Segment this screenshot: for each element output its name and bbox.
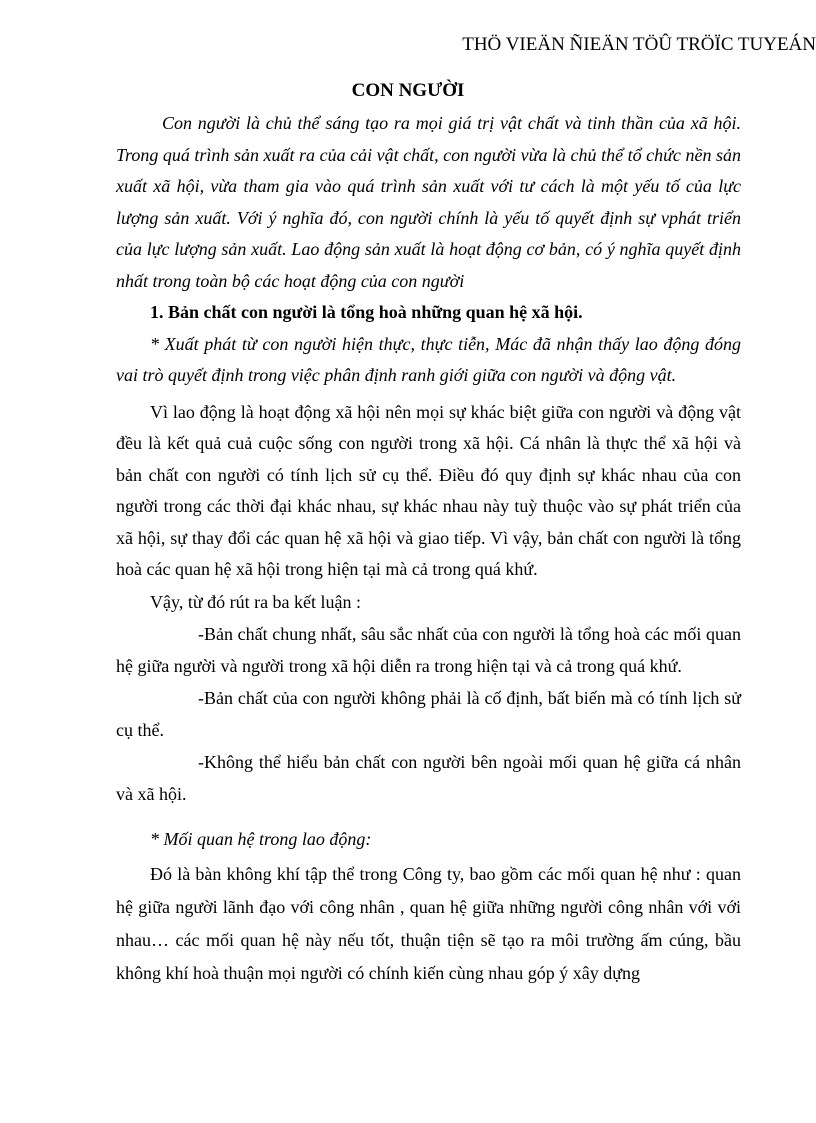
- page-title: CON NGƯỜI: [351, 80, 465, 101]
- document-body: [116, 108, 741, 990]
- intro-paragraph: Con người là chủ thể sáng tạo ra mọi giá trị vật chất và tinh thần của xã hội. Trong quá trình sản xuất ra của cải vật chất, con người vừa là chủ thể tổ chức nền sản xuất xã hội, vừa tham gia vào quá trình sản xuất với tư cách là một yếu tố của lực lượng sản xuất. Với ý nghĩa đó, con người chính là yếu tố quyết định sự vphát triển của lực lượng sản xuất. Lao động sản xuất là hoạt động cơ bản, có ý nghĩa quyết định nhất trong toàn bộ các hoạt động của con người: [116, 113, 741, 291]
- labor-paragraph: Đó là bàn không khí tập thể trong Công ty, bao gồm các mối quan hệ như : quan hệ giữa người lãnh đạo với công nhân , quan hệ giữa những người công nhân với với nhau… các mối quan hệ này nếu tốt, thuận tiện sẽ tạo ra môi trường ấm cúng, bầu không khí hoà thuận mọi người có chính kiến cùng nhau góp ý xây dựng: [116, 863, 741, 983]
- section-heading: 1. Bản chất con người là tổng hoà những quan hệ xã hội.: [150, 302, 583, 322]
- labor-heading: * Mối quan hệ trong lao động:: [150, 829, 372, 849]
- conclusions-intro: Vậy, từ đó rút ra ba kết luận :: [150, 591, 362, 612]
- conclusion-item: -Bản chất của con người không phải là cố định, bất biến mà có tính lịch sử cụ thể.: [116, 688, 741, 740]
- body-paragraph: Vì lao động là hoạt động xã hội nên mọi sự khác biệt giữa con người và động vật đều là kết quả cuả cuộc sống con người trong xã hội. Cá nhân là thực thể xã hội và bản chất con người có tính lịch sử cụ thể. Điều đó quy định sự khác nhau của con người trong các thời đại khác nhau, sự khác nhau này tuỳ thuộc vào sự phát triển của xã hội, sự thay đổi các quan hệ xã hội và giao tiếp. Vì vậy, bản chất con người là tổng hoà các quan hệ xã hội trong hiện tại mà cả trong quá khứ.: [116, 401, 741, 579]
- italic-paragraph: * Xuất phát từ con người hiện thực, thực tiễn, Mác đã nhận thấy lao động đóng vai trò quyết định trong việc phân định ranh giới giữa con người và động vật.: [116, 333, 741, 385]
- running-header: THÖ VIEÄN ÑIEÄN TÖÛ TRÖÏC TUYEÁN: [462, 34, 816, 55]
- conclusion-item: -Không thể hiểu bản chất con người bên ngoài mối quan hệ giữa cá nhân và xã hội.: [116, 752, 741, 804]
- conclusion-item: -Bản chất chung nhất, sâu sắc nhất của con người là tổng hoà các mối quan hệ giữa người và người trong xã hội diễn ra trong hiện tại và cả trong quá khứ.: [116, 624, 741, 676]
